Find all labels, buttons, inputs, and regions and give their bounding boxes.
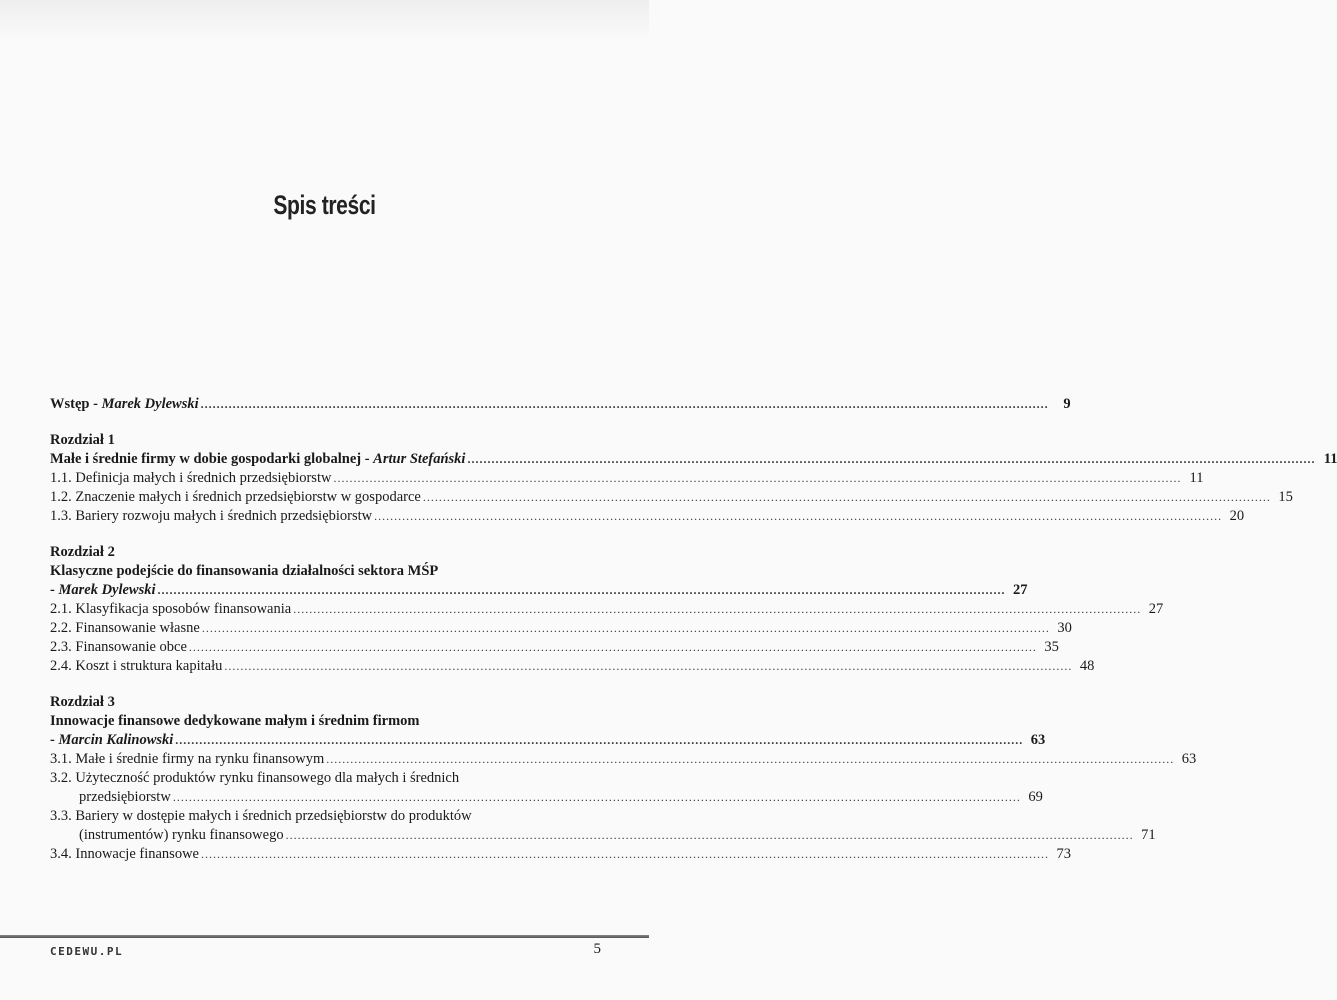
toc-page-number: 48 (1079, 658, 1095, 674)
chapter-author: Marek Dylewski (58, 582, 156, 598)
toc-page-number: 63 (1181, 751, 1197, 767)
toc-page-number: 73 (1056, 846, 1071, 862)
table-of-contents (50, 395, 1337, 864)
toc-page-number: 63 (1030, 732, 1046, 748)
toc-entry-section[interactable]: 1.2. Znaczenie małych i średnich przedsiębiorstw w gospodarce ..... 15 (50, 488, 600, 507)
chapter-heading: Rozdział 2 (50, 544, 115, 560)
toc-page-number: 15 (1278, 489, 1293, 505)
toc-page-number: 35 (1044, 639, 1059, 655)
toc-entry-section[interactable]: 3.4. Innowacje finansowe ..... 73 (50, 845, 600, 864)
toc-page-number: 20 (1229, 508, 1245, 524)
toc-page-number: 69 (1028, 789, 1043, 805)
toc-entry-section-cont[interactable]: przedsiębiorstw ..... 69 (50, 788, 600, 807)
bleed-through-shade (0, 0, 649, 40)
toc-page-number: 27 (1148, 601, 1164, 617)
toc-entry-section[interactable]: 2.4. Koszt i struktura kapitału ..... 48 (50, 657, 600, 676)
toc-page-number: 9 (1063, 396, 1071, 412)
toc-entry-section[interactable]: 2.1. Klasyfikacja sposobów finansowania ..... 27 (50, 600, 600, 619)
toc-entry-section[interactable]: 1.3. Bariery rozwoju małych i średnich przedsiębiorstw ..... 20 (50, 507, 600, 526)
page-title: Spis treści (273, 190, 376, 220)
chapter-heading: Rozdział 1 (50, 432, 115, 448)
toc-entry-chapter-1[interactable]: Małe i średnie firmy w dobie gospodarki globalnej - Artur Stefański ..... 11 (50, 450, 600, 469)
toc-page-number: 71 (1141, 827, 1156, 843)
toc-page-number: 11 (1189, 470, 1204, 486)
chapter-author: Marcin Kalinowski (58, 732, 174, 748)
dot-leader (201, 395, 1049, 414)
toc-entry-intro[interactable]: Wstęp - Marek Dylewski ..... 9 (50, 395, 600, 414)
page-number: 5 (593, 941, 601, 957)
toc-page-number: 30 (1057, 620, 1072, 636)
toc-entry-section[interactable]: 3.1. Małe i średnie firmy na rynku finansowym ..... 63 (50, 750, 600, 769)
toc-page-number: 27 (1013, 582, 1028, 598)
toc-entry-section-cont[interactable]: (instrumentów) rynku finansowego ..... 71 (50, 826, 600, 845)
toc-entry-section[interactable]: 1.1. Definicja małych i średnich przedsiębiorstw ..... 11 (50, 469, 600, 488)
chapter-title[interactable]: Innowacje finansowe dedykowane małym i średnim firmom (50, 713, 420, 729)
dot-leader (467, 450, 1315, 469)
chapter-title[interactable]: Klasyczne podejście do finansowania działalności sektora MŚP (50, 563, 439, 579)
toc-entry-section[interactable]: 2.3. Finansowanie obce ..... 35 (50, 638, 600, 657)
toc-entry-section-line1[interactable]: 3.2. Użyteczność produktów rynku finansowego dla małych i średnich (50, 770, 460, 786)
toc-entry-section[interactable]: 2.2. Finansowanie własne ..... 30 (50, 619, 600, 638)
chapter-author: Artur Stefański (373, 451, 466, 467)
intro-author: Marek Dylewski (101, 396, 199, 412)
toc-entry-section-line1[interactable]: 3.3. Bariery w dostępie małych i średnich przedsiębiorstw do produktów (50, 808, 472, 824)
toc-page-number: 11 (1323, 451, 1337, 467)
chapter-heading: Rozdział 3 (50, 694, 115, 710)
toc-entry-chapter-3[interactable]: - Marcin Kalinowski ..... 63 (50, 731, 600, 750)
publisher-brand: CEDEWU.PL (50, 945, 124, 958)
toc-entry-chapter-2[interactable]: - Marek Dylewski ..... 27 (50, 581, 600, 600)
footer-rule (0, 935, 649, 938)
